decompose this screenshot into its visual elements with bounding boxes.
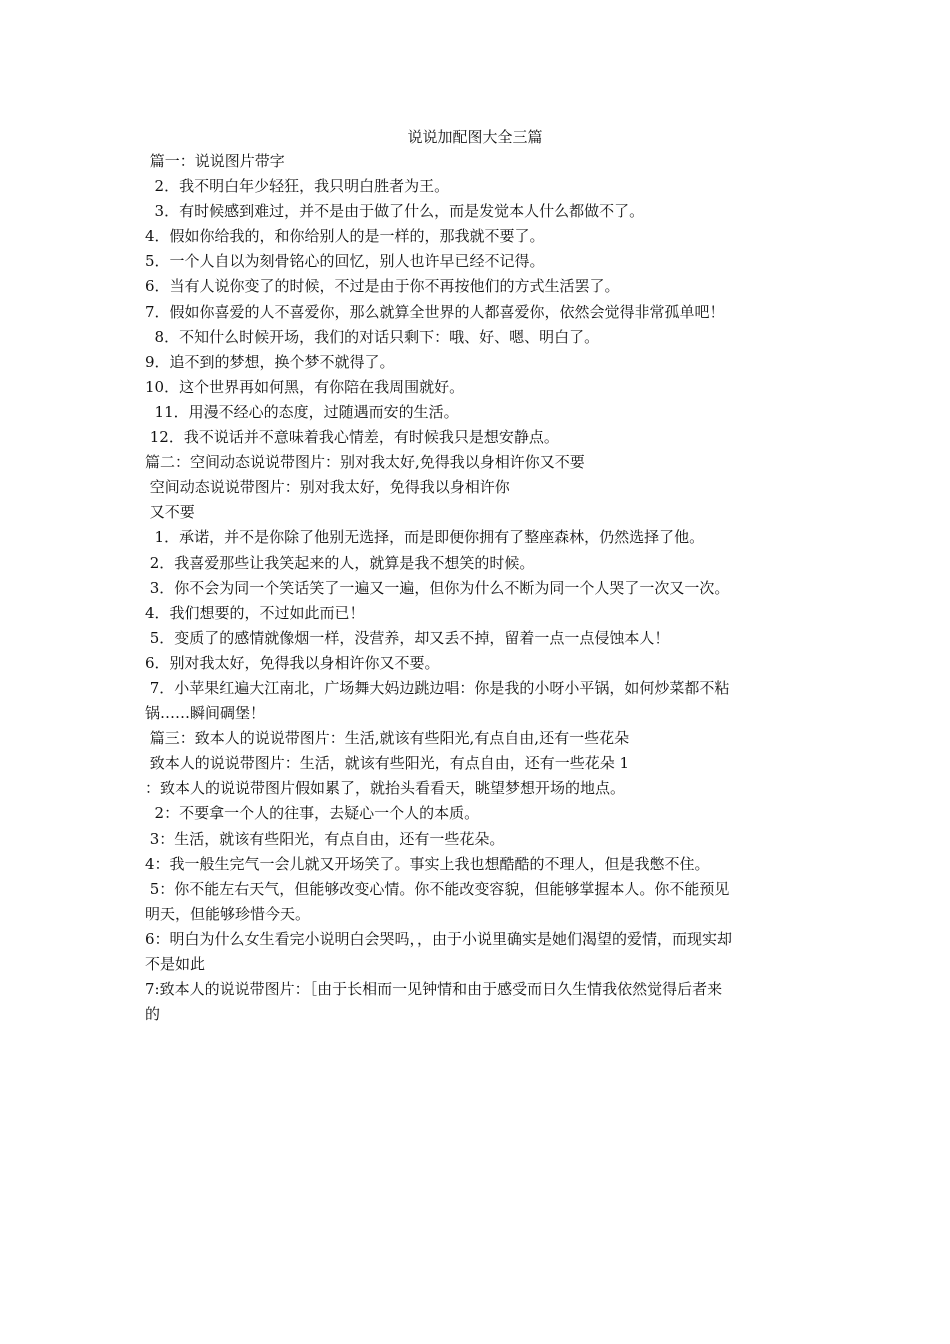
body-line: 的 (145, 1005, 161, 1024)
body-line: 1．承诺，并不是你除了他别无选择，而是即便你拥有了整座森林，仍然选择了他。 (145, 528, 705, 547)
body-line: 8．不知什么时候开场，我们的对话只剩下：哦、好、嗯、明白了。 (145, 327, 600, 346)
body-line: 2．我喜爱那些让我笑起来的人，就算是我不想笑的时候。 (145, 553, 535, 572)
body-line: 5．一个人自以为刻骨铭心的回忆，别人也许早已经不记得。 (145, 252, 545, 271)
body-line: 7．小苹果红遍大江南北，广场舞大妈边跳边唱：你是我的小呀小平锅，如何炒菜都不粘 (145, 678, 730, 697)
body-line: 5．变质了的感情就像烟一样，没营养，却又丢不掉，留着一点一点侵蚀本人！ (145, 628, 670, 647)
body-line: 4．假如你给我的，和你给别人的是一样的，那我就不要了。 (145, 227, 545, 246)
body-line: 明天，但能够珍惜今天。 (145, 904, 311, 923)
body-line: 3．有时候感到难过，并不是由于做了什么，而是发觉本人什么都做不了。 (145, 202, 645, 221)
body-line: 4．我们想要的，不过如此而已！ (145, 603, 365, 622)
section-heading-1: 篇一：说说图片带字 (145, 152, 285, 170)
body-line: 致本人的说说带图片：生活，就该有些阳光，有点自由，还有一些花朵 1 (145, 754, 630, 773)
body-line: 3．你不会为同一个笑话笑了一遍又一遍，但你为什么不断为同一个人哭了一次又一次。 (145, 578, 730, 597)
body-line: 7．假如你喜爱的人不喜爱你，那么就算全世界的人都喜爱你，依然会觉得非常孤单吧！ (145, 302, 725, 321)
body-line: 5：你不能左右天气，但能够改变心情。你不能改变容貌，但能够掌握本人。你不能预见 (145, 879, 730, 898)
body-line: 2：不要拿一个人的往事，去疑心一个人的本质。 (145, 804, 480, 823)
body-line: 6．别对我太好，免得我以身相许你又不要。 (145, 653, 440, 672)
document-title: 说说加配图大全三篇 (407, 128, 543, 146)
body-line: 锅……瞬间碉堡！ (145, 704, 266, 723)
body-line: ：致本人的说说带图片假如累了，就抬头看看天，眺望梦想开场的地点。 (145, 779, 626, 798)
section-heading-2: 篇二：空间动态说说带图片：别对我太好,免得我以身相许你又不要 (145, 453, 585, 472)
body-line: 2．我不明白年少轻狂，我只明白胜者为王。 (145, 177, 450, 196)
body-line: 3：生活，就该有些阳光，有点自由，还有一些花朵。 (145, 829, 505, 848)
document-body (145, 149, 810, 1027)
body-line: 6．当有人说你变了的时候，不过是由于你不再按他们的方式生活罢了。 (145, 277, 620, 296)
section-heading-3: 篇三：致本人的说说带图片：生活,就该有些阳光,有点自由,还有一些花朵 (145, 729, 630, 748)
body-line: 10．这个世界再如何黑，有你陪在我周围就好。 (145, 377, 465, 396)
body-line: 6：明白为什么女生看完小说明白会哭吗，，由于小说里确实是她们渴望的爱情，而现实却 (145, 929, 733, 948)
body-line: 又不要 (145, 503, 195, 522)
body-line: 7:致本人的说说带图片：［由于长相而一见钟情和由于感受而日久生情我依然觉得后者来 (145, 980, 723, 999)
body-line: 不是如此 (145, 955, 206, 973)
body-line: 11．用漫不经心的态度，过随遇而安的生活。 (145, 402, 459, 421)
body-line: 12．我不说话并不意味着我心情差，有时候我只是想安静点。 (145, 428, 559, 447)
body-line: 9．追不到的梦想，换个梦不就得了。 (145, 352, 395, 371)
body-line: 空间动态说说带图片：别对我太好，免得我以身相许你 (145, 478, 510, 497)
body-line: 4：我一般生完气一会儿就又开场笑了。事实上我也想酷酷的不理人，但是我憋不住。 (145, 854, 710, 873)
